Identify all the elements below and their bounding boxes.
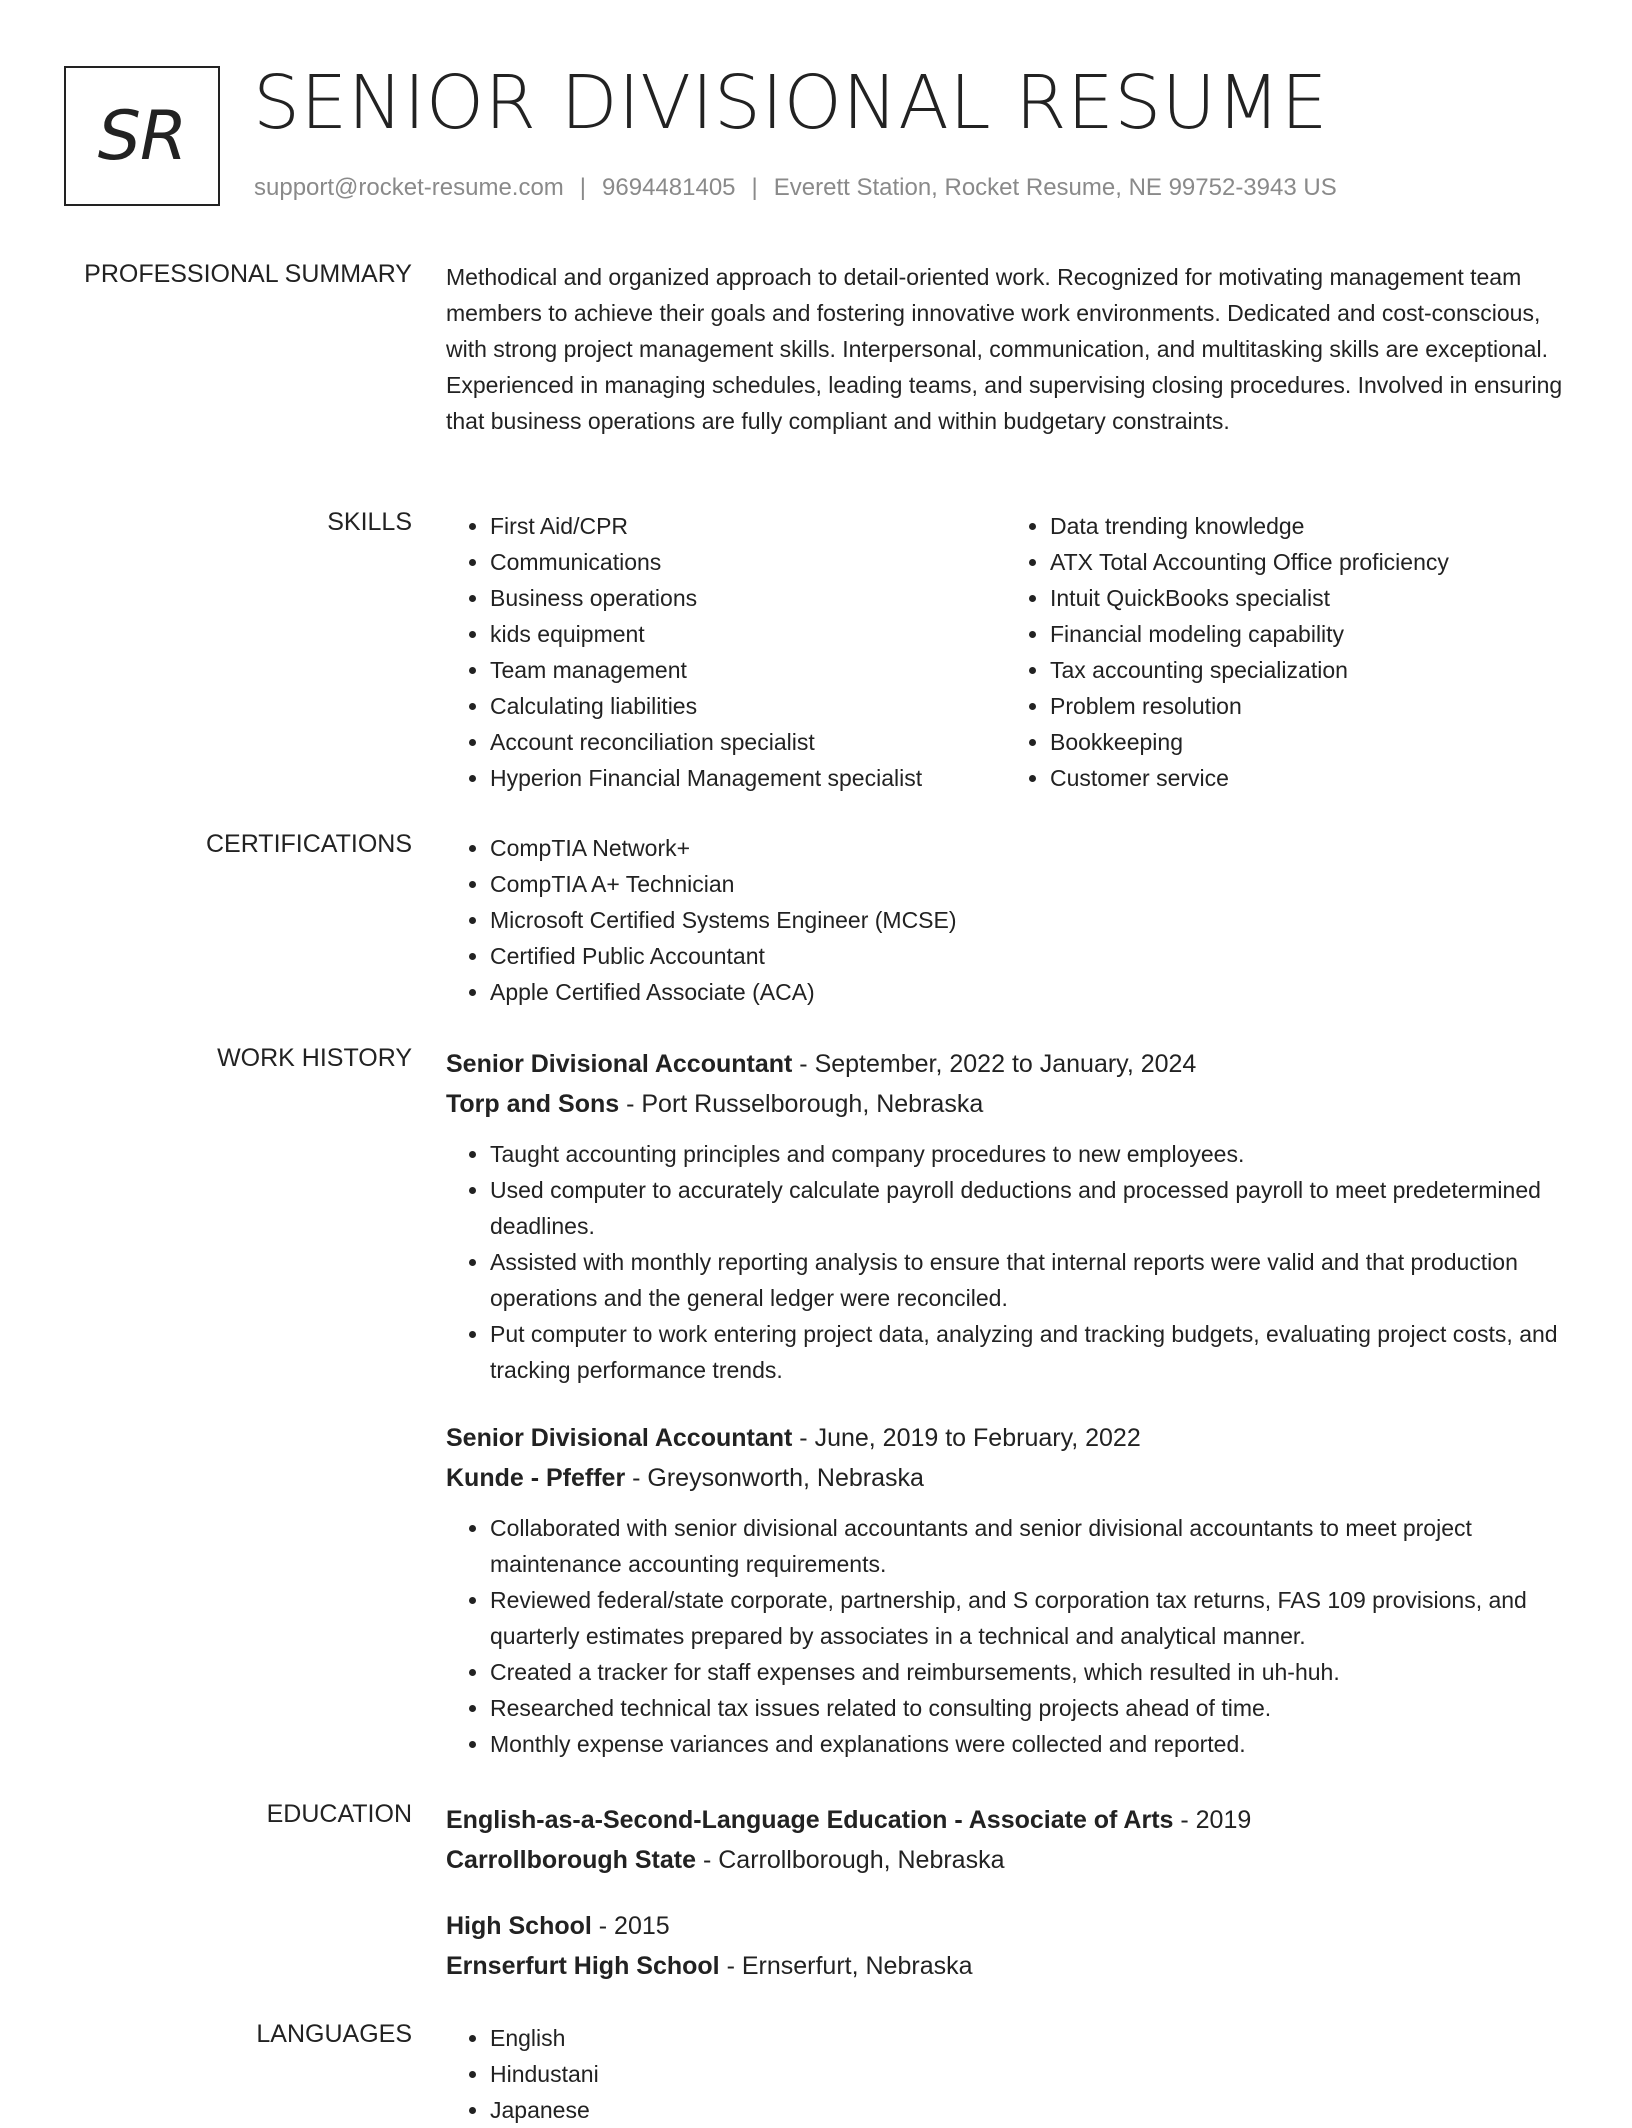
- job-bullet: • Used computer to accurately calculate payroll deductions and processed payroll to meet predetermined deadlines.: [490, 1172, 1566, 1244]
- monogram-badge: SR: [64, 66, 220, 206]
- language-item: • Japanese: [490, 2092, 1566, 2128]
- skills-list-right: [1006, 508, 1566, 796]
- skill-item: • Bookkeeping: [1050, 724, 1566, 760]
- skill-item: • Intuit QuickBooks specialist: [1050, 580, 1566, 616]
- school-location: - Ernserfurt, Nebraska: [719, 1952, 973, 1980]
- job-company-line: [446, 1458, 1566, 1498]
- job-company: Kunde - Pfeffer: [446, 1464, 626, 1492]
- contact-separator: |: [579, 174, 587, 201]
- school-line: [446, 1840, 1566, 1880]
- certifications-list: [446, 830, 1566, 1010]
- job-company-line: [446, 1084, 1566, 1124]
- job-bullet: • Reviewed federal/state corporate, partnership, and S corporation tax returns, FAS 109 provisions, and quarterly estimates prepared by associates in a technical and analytical manner.: [490, 1582, 1566, 1654]
- language-item: • Hindustani: [490, 2056, 1566, 2092]
- education-body: [446, 1800, 1566, 1986]
- job-title-line: [446, 1418, 1566, 1458]
- certification-item: • CompTIA A+ Technician: [490, 866, 1566, 902]
- skill-item: • kids equipment: [490, 616, 1006, 652]
- skill-item: • Team management: [490, 652, 1006, 688]
- school-name: Carrollborough State: [446, 1846, 697, 1874]
- job-dates: - September, 2022 to January, 2024: [792, 1050, 1197, 1078]
- certification-item: • Certified Public Accountant: [490, 938, 1566, 974]
- education-entry: [446, 1906, 1566, 1986]
- section-label-languages: LANGUAGES: [256, 2020, 412, 2048]
- contact-separator: |: [751, 174, 758, 201]
- skill-item: • ATX Total Accounting Office proficiency: [1050, 544, 1566, 580]
- skill-item: • Customer service: [1050, 760, 1566, 796]
- certification-item: • Apple Certified Associate (ACA): [490, 974, 1566, 1010]
- job-dates: - June, 2019 to February, 2022: [792, 1424, 1141, 1452]
- job-location: - Port Russelborough, Nebraska: [619, 1090, 984, 1118]
- skill-item: • Hyperion Financial Management specialist: [490, 760, 1006, 796]
- skill-item: • Financial modeling capability: [1050, 616, 1566, 652]
- skill-item: • Business operations: [490, 580, 1006, 616]
- summary-text: Methodical and organized approach to detail-oriented work. Recognized for motivating management team members to achieve their goals and fostering innovative work environments. Dedicated and cost-conscious, with strong project management skills. Interpersonal, communication, and multitasking skills are exceptional. Experienced in managing schedules, leading teams, and supervising closing procedures. Involved in ensuring that business operations are fully compliant and within budgetary constraints.: [446, 264, 1563, 434]
- skills-body: [446, 508, 1566, 796]
- contact-phone[interactable]: 9694481405: [602, 174, 736, 201]
- degree-name: English-as-a-Second-Language Education - Associate of Arts: [446, 1806, 1174, 1834]
- skill-item: • Calculating liabilities: [490, 688, 1006, 724]
- skill-item: • Account reconciliation specialist: [490, 724, 1006, 760]
- job-title: Senior Divisional Accountant: [446, 1050, 793, 1078]
- contact-line: [254, 174, 1337, 202]
- job-title: Senior Divisional Accountant: [446, 1424, 793, 1452]
- degree-year: - 2019: [1173, 1806, 1252, 1834]
- job-bullet: • Assisted with monthly reporting analysis to ensure that internal reports were valid and that production operations and the general ledger were reconciled.: [490, 1244, 1566, 1316]
- section-label-education: EDUCATION: [266, 1800, 412, 1828]
- contact-address: Everett Station, Rocket Resume, NE 99752-3943 US: [773, 174, 1337, 201]
- certifications-body: [446, 830, 1566, 1010]
- job-company: Torp and Sons: [446, 1090, 620, 1118]
- job-entry: [446, 1418, 1566, 1762]
- school-location: - Carrollborough, Nebraska: [696, 1846, 1005, 1874]
- contact-email[interactable]: support@rocket-resume.com: [254, 174, 564, 201]
- job-title-line: [446, 1044, 1566, 1084]
- job-bullet: • Put computer to work entering project data, analyzing and tracking budgets, evaluating project costs, and tracking performance trends.: [490, 1316, 1566, 1388]
- job-entry: [446, 1044, 1566, 1388]
- job-bullet: • Collaborated with senior divisional accountants and senior divisional accountants to meet project maintenance accounting requirements.: [490, 1510, 1566, 1582]
- section-label-skills: SKILLS: [327, 508, 412, 536]
- degree-line: [446, 1800, 1566, 1840]
- job-bullet: • Created a tracker for staff expenses and reimbursements, which resulted in uh-huh.: [490, 1654, 1566, 1690]
- degree-year: - 2015: [591, 1912, 670, 1940]
- job-bullet: • Researched technical tax issues related to consulting projects ahead of time.: [490, 1690, 1566, 1726]
- section-label-summary: PROFESSIONAL SUMMARY: [84, 260, 412, 288]
- degree-name: High School: [446, 1912, 592, 1940]
- school-name: Ernserfurt High School: [446, 1952, 720, 1980]
- job-bullets: [446, 1510, 1566, 1762]
- job-location: - Greysonworth, Nebraska: [625, 1464, 924, 1492]
- section-label-certifications: CERTIFICATIONS: [205, 830, 412, 858]
- degree-line: [446, 1906, 1566, 1946]
- section-label-work: WORK HISTORY: [217, 1044, 412, 1072]
- language-item: • English: [490, 2020, 1566, 2056]
- summary-body: [446, 259, 1566, 439]
- work-history-body: [446, 1044, 1566, 1762]
- job-bullet: • Taught accounting principles and company procedures to new employees.: [490, 1136, 1566, 1172]
- education-entry: [446, 1800, 1566, 1880]
- resume-title: SENIOR DIVISIONAL RESUME: [253, 60, 1329, 146]
- skills-list-left: [446, 508, 1006, 796]
- certification-item: • Microsoft Certified Systems Engineer (MCSE): [490, 902, 1566, 938]
- school-line: [446, 1946, 1566, 1986]
- skill-item: • Data trending knowledge: [1050, 508, 1566, 544]
- skill-item: • First Aid/CPR: [490, 508, 1006, 544]
- skill-item: • Communications: [490, 544, 1006, 580]
- skill-item: • Problem resolution: [1050, 688, 1566, 724]
- skill-item: • Tax accounting specialization: [1050, 652, 1566, 688]
- certification-item: • CompTIA Network+: [490, 830, 1566, 866]
- job-bullet: • Monthly expense variances and explanations were collected and reported.: [490, 1726, 1566, 1762]
- job-bullets: [446, 1136, 1566, 1388]
